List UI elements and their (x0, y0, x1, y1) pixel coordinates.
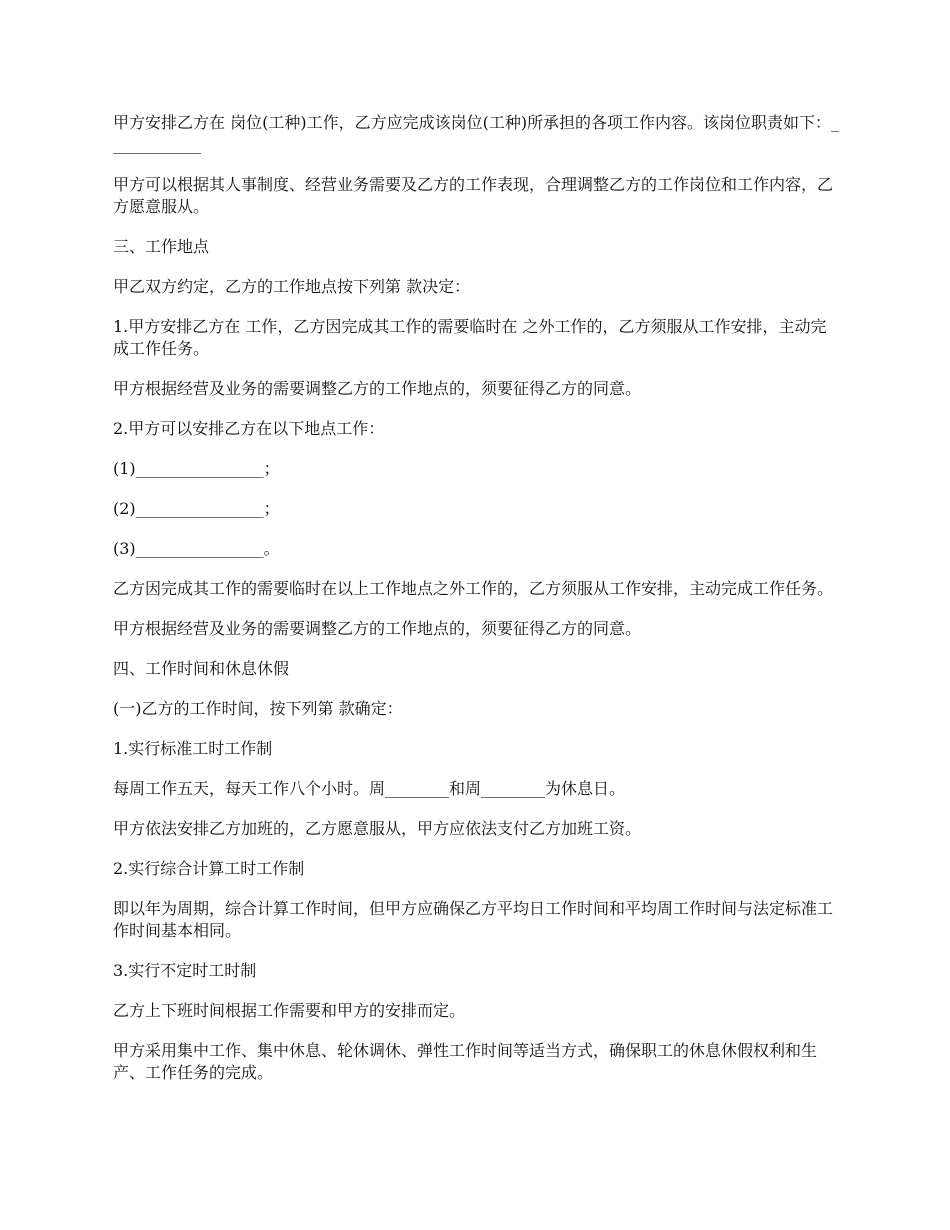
paragraph-position-assignment: 甲方安排乙方在 岗位(工种)工作，乙方应完成该岗位(工种)所承担的各项工作内容。该岗位职责如下：____________ (113, 113, 840, 154)
paragraph-location-consent-2: 甲方根据经营及业务的需要调整乙方的工作地点的，须要征得乙方的同意。 (113, 619, 642, 638)
subheading-standard-hours: 1.实行标准工时工作制 (113, 739, 273, 758)
paragraph-comprehensive-hours: 即以年为周期，综合计算工作时间，但甲方应确保乙方平均日工作时间和平均周工作时间与法定标准工作时间基本相同。 (113, 899, 834, 940)
paragraph-location-option-1: 1.甲方安排乙方在 工作，乙方因完成其工作的需要临时在 之外工作的，乙方须服从工作安排，主动完成工作任务。 (113, 317, 827, 358)
section-heading-work-hours: 四、工作时间和休息休假 (113, 659, 290, 678)
document-body (113, 112, 841, 1102)
paragraph-location-consent-1: 甲方根据经营及业务的需要调整乙方的工作地点的，须要征得乙方的同意。 (113, 379, 642, 398)
paragraph-location-agreement: 甲乙双方约定，乙方的工作地点按下列第 款决定： (113, 277, 471, 296)
subheading-flexible-hours: 3.实行不定时工时制 (113, 961, 257, 980)
paragraph-overtime: 甲方依法安排乙方加班的，乙方愿意服从，甲方应依法支付乙方加班工资。 (113, 819, 642, 838)
section-heading-work-location: 三、工作地点 (113, 237, 210, 256)
paragraph-temporary-work: 乙方因完成其工作的需要临时在以上工作地点之外工作的，乙方须服从工作安排，主动完成工作任务。 (113, 579, 834, 598)
location-blank-2: (2)________________； (113, 499, 280, 518)
paragraph-position-adjustment: 甲方可以根据其人事制度、经营业务需要及乙方的工作表现，合理调整乙方的工作岗位和工作内容，乙方愿意服从。 (113, 175, 834, 216)
paragraph-hours-option: (一)乙方的工作时间，按下列第 款确定： (113, 699, 403, 718)
paragraph-flexible-schedule: 乙方上下班时间根据工作需要和甲方的安排而定。 (113, 1001, 466, 1020)
location-blank-3: (3)________________。 (113, 539, 280, 558)
paragraph-location-option-2: 2.甲方可以安排乙方在以下地点工作： (113, 419, 385, 438)
subheading-comprehensive-hours: 2.实行综合计算工时工作制 (113, 859, 305, 878)
paragraph-rest-rights: 甲方采用集中工作、集中休息、轮休调休、弹性工作时间等适当方式，确保职工的休息休假权利和生产、工作任务的完成。 (113, 1041, 818, 1082)
location-blank-1: (1)________________； (113, 459, 280, 478)
paragraph-weekly-schedule: 每周工作五天，每天工作八个小时。周________和周________为休息日。 (113, 779, 626, 798)
